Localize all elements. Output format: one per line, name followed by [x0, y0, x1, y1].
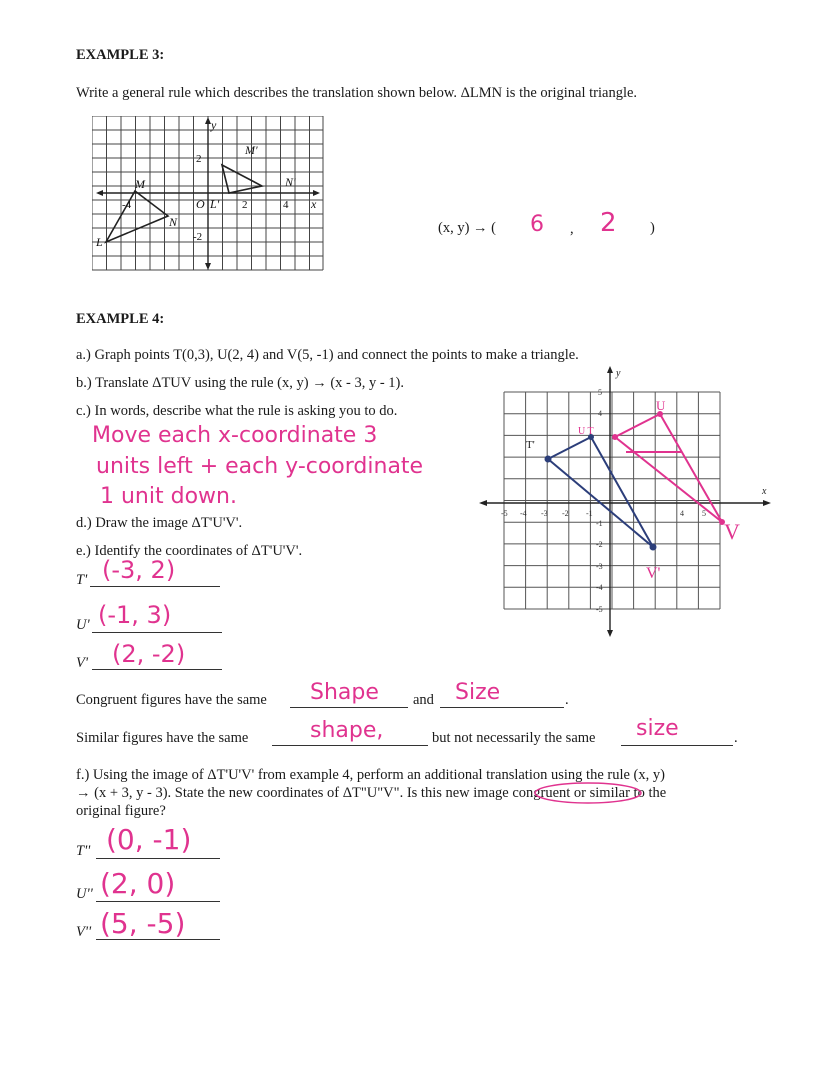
- example3-graph: [92, 116, 324, 272]
- axis-y-label: y: [211, 118, 217, 132]
- part-f-line2: → (x + 3, y - 3). State the new coordinates of ΔT"U"V". Is this new image congruent or similar to the: [76, 785, 667, 801]
- g4-tick-x-neg2: -2: [562, 509, 569, 518]
- congruent-answer1: Shape: [310, 680, 379, 705]
- axis-x-label: x: [311, 197, 317, 211]
- t-prime-value: (-3, 2): [102, 556, 176, 584]
- tick-x-4: 4: [283, 199, 289, 211]
- similar-answer2: size: [636, 716, 679, 741]
- rule-prefix: (x, y) → (: [438, 220, 496, 236]
- similar-middle: but not necessarily the same: [432, 730, 596, 746]
- c-answer-line1: Move each x-coordinate 3: [92, 423, 378, 448]
- example3-prompt: Write a general rule which describes the translation shown below. ΔLMN is the original triangle.: [76, 85, 638, 101]
- v-double-prime-label: V'': [76, 924, 92, 940]
- label-l: L: [96, 235, 103, 249]
- congruent-blank1: [290, 707, 408, 708]
- label-l-prime: L': [210, 197, 220, 211]
- tick-y-neg2: -2: [193, 231, 203, 243]
- g4-label-u: U: [656, 398, 666, 413]
- label-m-prime: M': [245, 143, 258, 157]
- similar-blank2: [621, 745, 733, 746]
- t-prime-line: [90, 586, 220, 587]
- congruent-period: .: [565, 692, 569, 708]
- similar-blank1: [272, 745, 428, 746]
- example4-heading: EXAMPLE 4:: [76, 311, 165, 327]
- v-prime-line: [92, 669, 222, 670]
- v-prime-label: V': [76, 655, 88, 671]
- t-double-prime-value: (0, -1): [106, 823, 192, 856]
- part-f-line3: original figure?: [76, 803, 166, 819]
- g4-tick-x-neg5: -5: [501, 509, 508, 518]
- t-double-prime-line: [96, 858, 220, 859]
- u-double-prime-value: (2, 0): [100, 867, 176, 900]
- g4-tick-x-neg3: -3: [541, 509, 548, 518]
- g4-tick-x-neg4: -4: [520, 509, 527, 518]
- similar-prefix: Similar figures have the same: [76, 730, 249, 746]
- rule-comma: ,: [570, 221, 574, 237]
- v-prime-value: (2, -2): [112, 640, 186, 668]
- g4-label-u-t: U T: [578, 426, 594, 437]
- congruent-and: and: [413, 692, 434, 708]
- u-prime-line: [92, 632, 222, 633]
- part-c: c.) In words, describe what the rule is asking you to do.: [76, 403, 398, 419]
- g4-tick-y-neg3: -3: [596, 562, 603, 571]
- g4-label-v: V: [724, 519, 740, 544]
- part-b: b.) Translate ΔTUV using the rule (x, y) → (x - 3, y - 1).: [76, 375, 405, 391]
- c-answer-line2: units left + each y-coordinate: [96, 454, 424, 479]
- rule-suffix: ): [650, 220, 655, 236]
- answer-dx: 6: [530, 212, 544, 237]
- tick-y-2: 2: [196, 153, 202, 165]
- g4-tick-x-4: 4: [680, 509, 684, 518]
- label-n-prime: N': [285, 175, 296, 189]
- g4-axis-x-label: x: [762, 486, 767, 497]
- congruent-blank2: [440, 707, 564, 708]
- g4-tick-y-neg1: -1: [596, 519, 603, 528]
- label-origin: O: [196, 197, 205, 211]
- t-prime-label: T': [76, 572, 88, 588]
- label-m: M: [135, 177, 145, 191]
- u-double-prime-label: U'': [76, 886, 93, 902]
- label-n: N: [169, 215, 178, 229]
- t-double-prime-label: T'': [76, 843, 91, 859]
- answer-dy: 2: [600, 208, 617, 238]
- g4-label-t-prime: T': [526, 439, 535, 451]
- example4-graph: [476, 362, 776, 644]
- part-a: a.) Graph points T(0,3), U(2, 4) and V(5, -1) and connect the points to make a triangle.: [76, 347, 579, 363]
- tick-x-2: 2: [242, 199, 248, 211]
- congruent-circle-mark: [532, 780, 644, 806]
- part-d: d.) Draw the image ΔT'U'V'.: [76, 515, 243, 531]
- similar-answer1: shape,: [310, 718, 384, 743]
- g4-tick-y-neg5: -5: [596, 605, 603, 614]
- u-double-prime-line: [96, 901, 220, 902]
- part-f-line1: f.) Using the image of ΔT'U'V' from example 4, perform an additional translation using the rule (x, y): [76, 767, 665, 783]
- g4-tick-x-5: 5: [702, 509, 706, 518]
- g4-tick-y-neg4: -4: [596, 583, 603, 592]
- tick-x-neg4: -4: [122, 199, 132, 211]
- v-double-prime-value: (5, -5): [100, 907, 186, 940]
- g4-tick-y-4: 4: [598, 409, 602, 418]
- g4-tick-x-neg1: -1: [586, 509, 593, 518]
- congruent-answer2: Size: [455, 680, 501, 705]
- congruent-prefix: Congruent figures have the same: [76, 692, 267, 708]
- g4-axis-y-label: y: [616, 368, 621, 379]
- g4-tick-y-5: 5: [598, 388, 602, 397]
- g4-tick-y-neg2: -2: [596, 540, 603, 549]
- example3-heading: EXAMPLE 3:: [76, 47, 165, 63]
- u-prime-label: U': [76, 617, 90, 633]
- part-e: e.) Identify the coordinates of ΔT'U'V'.: [76, 543, 303, 559]
- similar-period: .: [734, 730, 738, 746]
- u-prime-value: (-1, 3): [98, 601, 172, 629]
- c-answer-line3: 1 unit down.: [100, 484, 237, 509]
- g4-label-v-prime: V': [646, 565, 661, 582]
